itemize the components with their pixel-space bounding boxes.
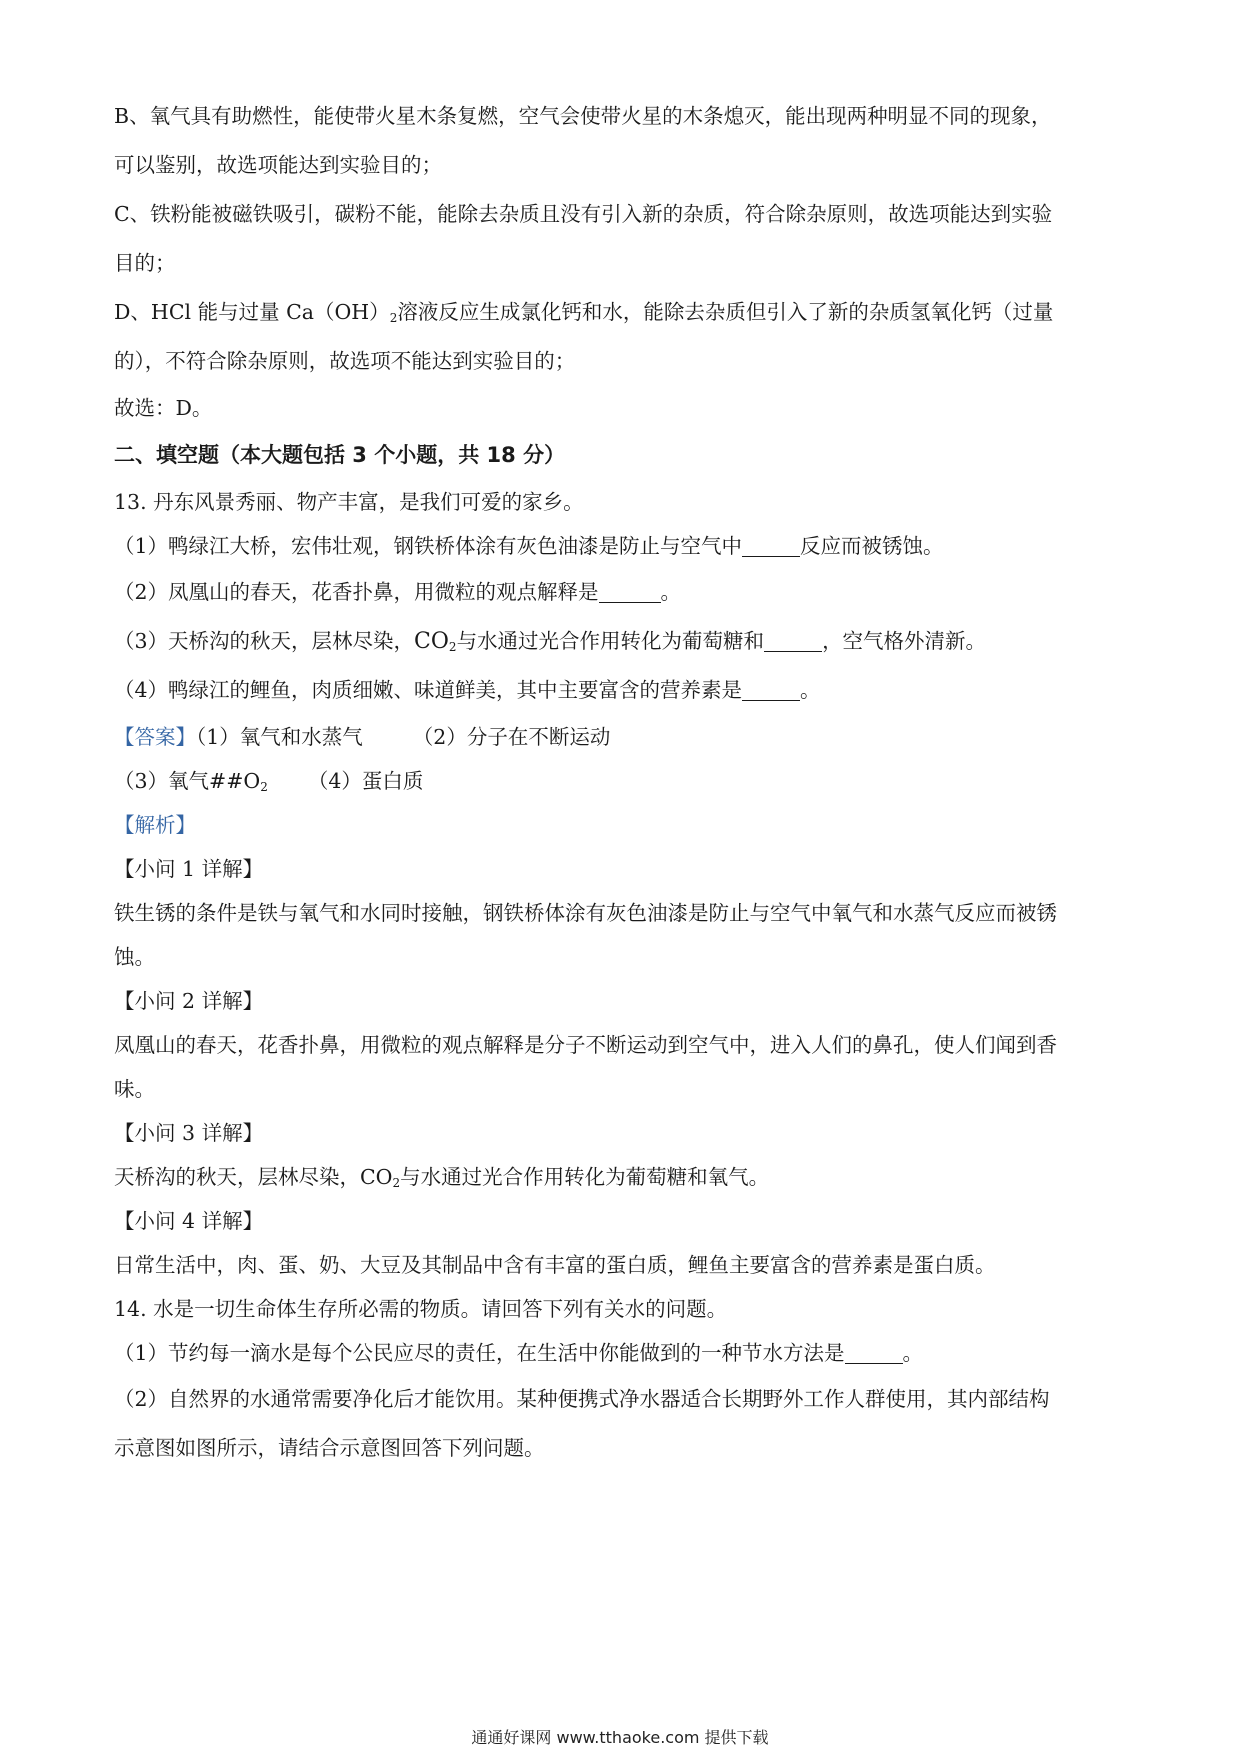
question-13-part-4 — [114, 666, 1124, 715]
answer-line — [114, 759, 1124, 803]
explanation-3: 天桥沟的秋天，层林尽染，CO — [114, 1165, 393, 1189]
answer-1: （1）氧气和水蒸气 — [196, 725, 363, 749]
part-text: （2）凤凰山的春天，花香扑鼻，用微粒的观点解释是 — [114, 580, 599, 604]
page-footer: 通通好课网 www.tthaoke.com 提供下载 — [471, 1728, 769, 1747]
sub-question-1-heading: 【小问 1 详解】 — [114, 857, 264, 881]
text-line — [114, 1243, 1124, 1287]
analysis-tag: 【解析】 — [114, 813, 196, 837]
option-b-text-cont: 可以鉴别，故选项能达到实验目的； — [114, 153, 442, 177]
sub-heading — [114, 979, 1124, 1023]
question-13-stem: 13. 丹东风景秀丽、物产丰富，是我们可爱的家乡。 — [114, 490, 584, 514]
document-body — [114, 92, 1124, 1473]
text-line — [114, 288, 1124, 337]
question-13-part-1 — [114, 524, 1124, 568]
sub-question-3-heading: 【小问 3 详解】 — [114, 1121, 264, 1145]
part-text: ，空气格外清新。 — [822, 629, 987, 653]
answer-blank — [742, 678, 800, 701]
option-c-text-cont: 目的； — [114, 251, 176, 275]
text-line — [114, 1155, 1124, 1199]
option-d-text-cont: 的），不符合除杂原则，故选项不能达到实验目的； — [114, 349, 576, 373]
answer-blank — [742, 534, 800, 557]
analysis-line — [114, 803, 1124, 847]
explanation-2-cont: 味。 — [114, 1077, 155, 1101]
explanation-3-cont: 与水通过光合作用转化为葡萄糖和氧气。 — [400, 1165, 770, 1189]
subscript: 2 — [260, 780, 268, 794]
question-13 — [114, 480, 1124, 524]
text-line — [114, 386, 1124, 430]
subscript: 2 — [448, 640, 457, 654]
text-line — [114, 141, 1124, 190]
sub-question-2-heading: 【小问 2 详解】 — [114, 989, 264, 1013]
text-line — [114, 92, 1124, 141]
sub-heading — [114, 1199, 1124, 1243]
part-text: 示意图如图所示，请结合示意图回答下列问题。 — [114, 1436, 545, 1460]
answer-blank — [845, 1341, 903, 1364]
answer-tag: 【答案】 — [114, 725, 196, 749]
option-c-text: C、铁粉能被磁铁吸引，碳粉不能，能除去杂质且没有引入新的杂质，符合除杂原则，故选项能达到实验 — [114, 202, 1053, 226]
option-d-text: D、HCl 能与过量 Ca（OH） — [114, 300, 390, 324]
text-line — [114, 1023, 1124, 1067]
question-14-stem: 14. 水是一切生命体生存所必需的物质。请回答下列有关水的问题。 — [114, 1297, 728, 1321]
sub-heading — [114, 847, 1124, 891]
part-text: （3）天桥沟的秋天，层林尽染， — [114, 629, 415, 653]
explanation-4: 日常生活中，肉、蛋、奶、大豆及其制品中含有丰富的蛋白质，鲤鱼主要富含的营养素是蛋白质。 — [114, 1253, 996, 1277]
part-text: （1）鸭绿江大桥，宏伟壮观，钢铁桥体涂有灰色油漆是防止与空气中 — [114, 534, 743, 558]
text-line — [114, 935, 1124, 979]
subscript: 2 — [389, 311, 398, 325]
answer-line — [114, 715, 1124, 759]
explanation-1-cont: 蚀。 — [114, 945, 155, 969]
question-14 — [114, 1287, 1124, 1331]
question-14-part-2 — [114, 1375, 1124, 1424]
part-text: （4）鸭绿江的鲤鱼，肉质细嫩、味道鲜美，其中主要富含的营养素是 — [114, 678, 743, 702]
subscript: 2 — [392, 1176, 401, 1190]
part-text: 反应而被锈蚀。 — [800, 534, 944, 558]
text-line — [114, 239, 1124, 288]
question-13-part-3 — [114, 617, 1124, 666]
section-heading: 二、填空题（本大题包括 3 个小题，共 18 分） — [114, 443, 566, 467]
answer-2: （2）分子在不断运动 — [412, 725, 611, 749]
answer-3: （3）氧气##O — [114, 769, 261, 793]
part-text: （2）自然界的水通常需要净化后才能饮用。某种便携式净水器适合长期野外工作人群使用，其内部结构 — [114, 1387, 1050, 1411]
explanation-1: 铁生锈的条件是铁与氧气和水同时接触，钢铁桥体涂有灰色油漆是防止与空气中氧气和水蒸气反应而被锈 — [114, 901, 1057, 925]
explanation-2: 凤凰山的春天，花香扑鼻，用微粒的观点解释是分子不断运动到空气中，进入人们的鼻孔，使人们闻到香 — [114, 1033, 1057, 1057]
part-text: 。 — [800, 678, 821, 702]
part-text: 。 — [902, 1341, 924, 1365]
question-13-part-2 — [114, 568, 1124, 617]
part-text: 与水通过光合作用转化为葡萄糖和 — [456, 629, 765, 653]
answer-blank — [599, 580, 661, 603]
part-text: 。 — [660, 580, 682, 604]
option-b-text: B、氧气具有助燃性，能使带火星木条复燃，空气会使带火星的木条熄灭，能出现两种明显不同的现象， — [114, 104, 1052, 128]
answer-blank — [764, 629, 822, 652]
chemical-formula: CO — [414, 629, 449, 654]
sub-heading — [114, 1111, 1124, 1155]
text-line — [114, 190, 1124, 239]
option-d-text-2: 溶液反应生成氯化钙和水，能除去杂质但引入了新的杂质氢氧化钙（过量 — [397, 300, 1054, 324]
text-line — [114, 1424, 1124, 1473]
text-line — [114, 891, 1124, 935]
text-line — [114, 337, 1124, 386]
answer-4: （4）蛋白质 — [307, 769, 424, 793]
part-text: （1）节约每一滴水是每个公民应尽的责任，在生活中你能做到的一种节水方法是 — [114, 1341, 845, 1365]
question-14-part-1 — [114, 1331, 1124, 1375]
text-line — [114, 1067, 1124, 1111]
sub-question-4-heading: 【小问 4 详解】 — [114, 1209, 264, 1233]
selection-text: 故选：D。 — [114, 396, 213, 420]
